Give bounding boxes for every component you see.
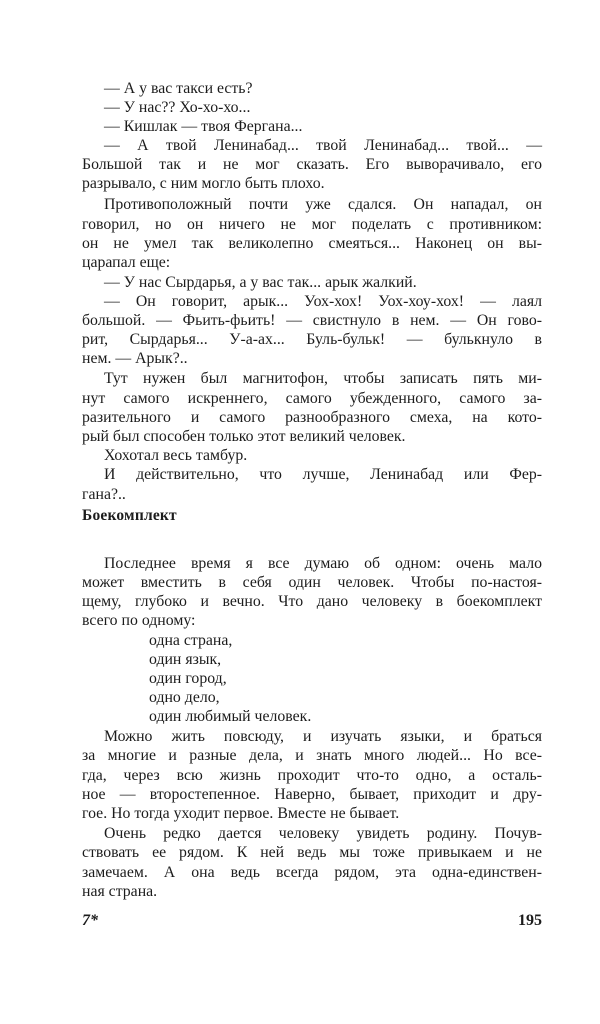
text-line: разительного и самого разнообразного смеха, на кото-: [82, 409, 542, 426]
text-line: за многие и разные дела, и знать много людей... Но все-: [82, 747, 542, 764]
text-line: замечаем. А она ведь всегда рядом, эта одна-единствен-: [82, 864, 542, 881]
text-line: щему, глубоко и вечно. Что дано человеку в боекомплект: [82, 593, 542, 610]
text-line: может вместить в себя один человек. Чтобы по-настоя-: [82, 574, 542, 591]
list-item: один любимый человек.: [149, 708, 312, 725]
text-line: нут самого искреннего, самого убежденного, самого за-: [82, 390, 542, 407]
text-line: гое. Но тогда уходит первое. Вместе не бывает.: [82, 805, 400, 822]
text-line: он не умел так великолепно смеяться... Наконец он вы-: [82, 235, 542, 252]
text-line: большой. — Фьить-фьить! — свистнуло в нем. — Он гово-: [82, 312, 542, 329]
text-line: гда, через всю жизнь проходит что-то одно, а осталь-: [82, 767, 542, 784]
list-item: одно дело,: [149, 689, 220, 706]
text-line: ное — второстепенное. Наверно, бывает, приходит и дру-: [82, 786, 542, 803]
text-line: Можно жить повсюду, и изучать языки, и браться: [104, 728, 542, 745]
dialogue-line: — А твой Ленинабад... твой Ленинабад... твой... —: [104, 137, 542, 154]
list-item: одна страна,: [149, 632, 233, 649]
text-line: Последнее время я все думаю об одном: очень мало: [104, 555, 542, 572]
dialogue-line: — У нас Сырдарья, а у вас так... арык жалкий.: [104, 274, 417, 291]
text-line: И действительно, что лучше, Ленинабад или Фер-: [104, 466, 542, 483]
text-line: ная страна.: [82, 883, 158, 900]
text-line: ствовать ее рядом. К ней ведь мы тоже привыкаем и не: [82, 844, 542, 861]
text-line: Тут нужен был магнитофон, чтобы записать пять ми-: [104, 370, 542, 387]
dialogue-line: — А у вас такси есть?: [104, 80, 253, 97]
text-line: всего по одному:: [82, 612, 196, 629]
signature-mark: 7*: [82, 912, 98, 929]
text-line: разрывало, с ним могло быть плохо.: [82, 175, 325, 192]
text-line: рит, Сырдарья... У-а-ах... Буль-бульк! — булькнуло в: [82, 331, 542, 348]
dialogue-line: — Кишлак — твоя Фергана...: [104, 118, 303, 135]
dialogue-line: — У нас?? Хо-хо-хо...: [104, 99, 251, 116]
list-item: один город,: [149, 670, 227, 687]
text-line: Большой так и не мог сказать. Его выворачивало, его: [82, 156, 542, 173]
text-line: Очень редко дается человеку увидеть родину. Почув-: [104, 825, 542, 842]
page-number: 195: [518, 912, 542, 929]
dialogue-line: — Он говорит, арык... Уох-хох! Уох-хоу-хох! — лаял: [104, 293, 542, 310]
text-line: нем. — Арык?..: [82, 350, 188, 367]
text-line: царапал еще:: [82, 254, 171, 271]
text-line: Хохотал весь тамбур.: [104, 447, 248, 464]
text-line: Противоположный почти уже сдался. Он нападал, он: [104, 196, 542, 213]
text-line: рый был способен только этот великий человек.: [82, 428, 406, 445]
text-line: говорил, но он ничего не мог поделать с противником:: [82, 216, 542, 233]
text-line: гана?..: [82, 486, 126, 503]
list-item: один язык,: [149, 651, 222, 668]
section-heading: Боекомплект: [82, 507, 177, 524]
